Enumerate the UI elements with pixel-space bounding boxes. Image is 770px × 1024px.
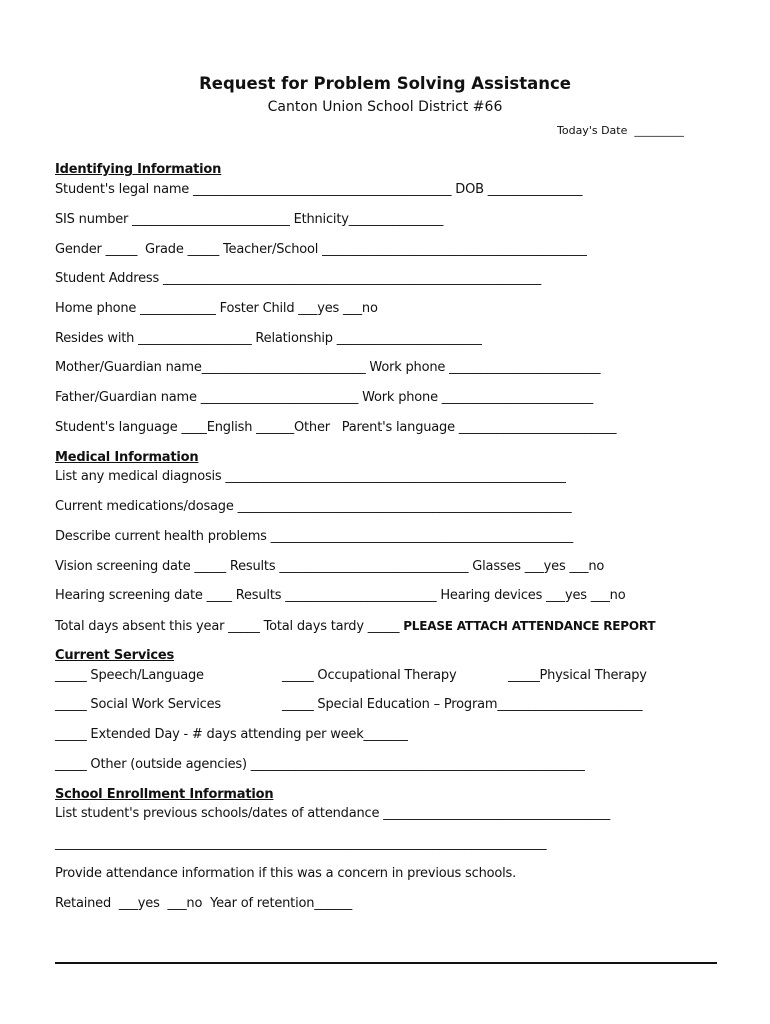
previous-schools-blank-line: ______________________________________________________________________________ xyxy=(55,836,547,851)
absent-tardy-line xyxy=(55,618,655,635)
absent-tardy-text: Total days absent this year _____ Total days tardy _____ xyxy=(55,619,404,634)
mother-guardian-line: Mother/Guardian name__________________________ Work phone ________________________ xyxy=(55,360,601,375)
language-line: Student's language ____English ______Other Parent's language _________________________ xyxy=(55,420,617,435)
service-speech-language: _____ Speech/Language xyxy=(55,668,204,683)
attendance-concern-line: Provide attendance information if this was a concern in previous schools. xyxy=(55,866,517,881)
district-subtitle: Canton Union School District #66 xyxy=(267,99,503,115)
service-social-work: _____ Social Work Services xyxy=(55,697,221,712)
todays-date-field: Today's Date _________ xyxy=(557,124,684,137)
medical-info-heading: Medical Information xyxy=(55,450,199,465)
enrollment-info-heading: School Enrollment Information xyxy=(55,787,274,802)
hearing-screening-line: Hearing screening date ____ Results ________________________ Hearing devices ___yes ___no xyxy=(55,588,626,603)
medical-diagnosis-line: List any medical diagnosis ______________________________________________________ xyxy=(55,469,566,484)
service-physical-therapy: _____Physical Therapy xyxy=(508,668,647,683)
service-special-education: _____ Special Education – Program_______________________ xyxy=(282,697,643,712)
sis-ethnicity-line: SIS number _________________________ Ethnicity_______________ xyxy=(55,212,444,227)
vision-screening-line: Vision screening date _____ Results ______________________________ Glasses ___yes ___no xyxy=(55,559,605,574)
home-phone-foster-line: Home phone ____________ Foster Child ___yes ___no xyxy=(55,301,378,316)
service-other-agencies: _____ Other (outside agencies) _____________________________________________________ xyxy=(55,757,585,772)
student-address-line: Student Address ____________________________________________________________ xyxy=(55,271,542,286)
service-extended-day: _____ Extended Day - # days attending per week_______ xyxy=(55,727,408,742)
father-guardian-line: Father/Guardian name _________________________ Work phone ________________________ xyxy=(55,390,594,405)
attach-attendance-note: PLEASE ATTACH ATTENDANCE REPORT xyxy=(403,619,656,633)
legal-name-dob-line: Student's legal name _________________________________________ DOB _______________ xyxy=(55,182,583,197)
service-occupational-therapy: _____ Occupational Therapy xyxy=(282,668,457,683)
resides-relationship-line: Resides with __________________ Relationship _______________________ xyxy=(55,331,482,346)
form-title: Request for Problem Solving Assistance xyxy=(199,74,571,93)
current-services-heading: Current Services xyxy=(55,648,175,663)
footer-rule xyxy=(55,962,717,964)
retained-line: Retained ___yes ___no Year of retention______ xyxy=(55,896,353,911)
gender-grade-teacher-line: Gender _____ Grade _____ Teacher/School __________________________________________ xyxy=(55,242,587,257)
health-problems-line: Describe current health problems ________________________________________________ xyxy=(55,529,574,544)
medications-line: Current medications/dosage _____________________________________________________ xyxy=(55,499,572,514)
previous-schools-line: List student's previous schools/dates of attendance ____________________________________ xyxy=(55,806,610,821)
identifying-info-heading: Identifying Information xyxy=(55,162,222,177)
